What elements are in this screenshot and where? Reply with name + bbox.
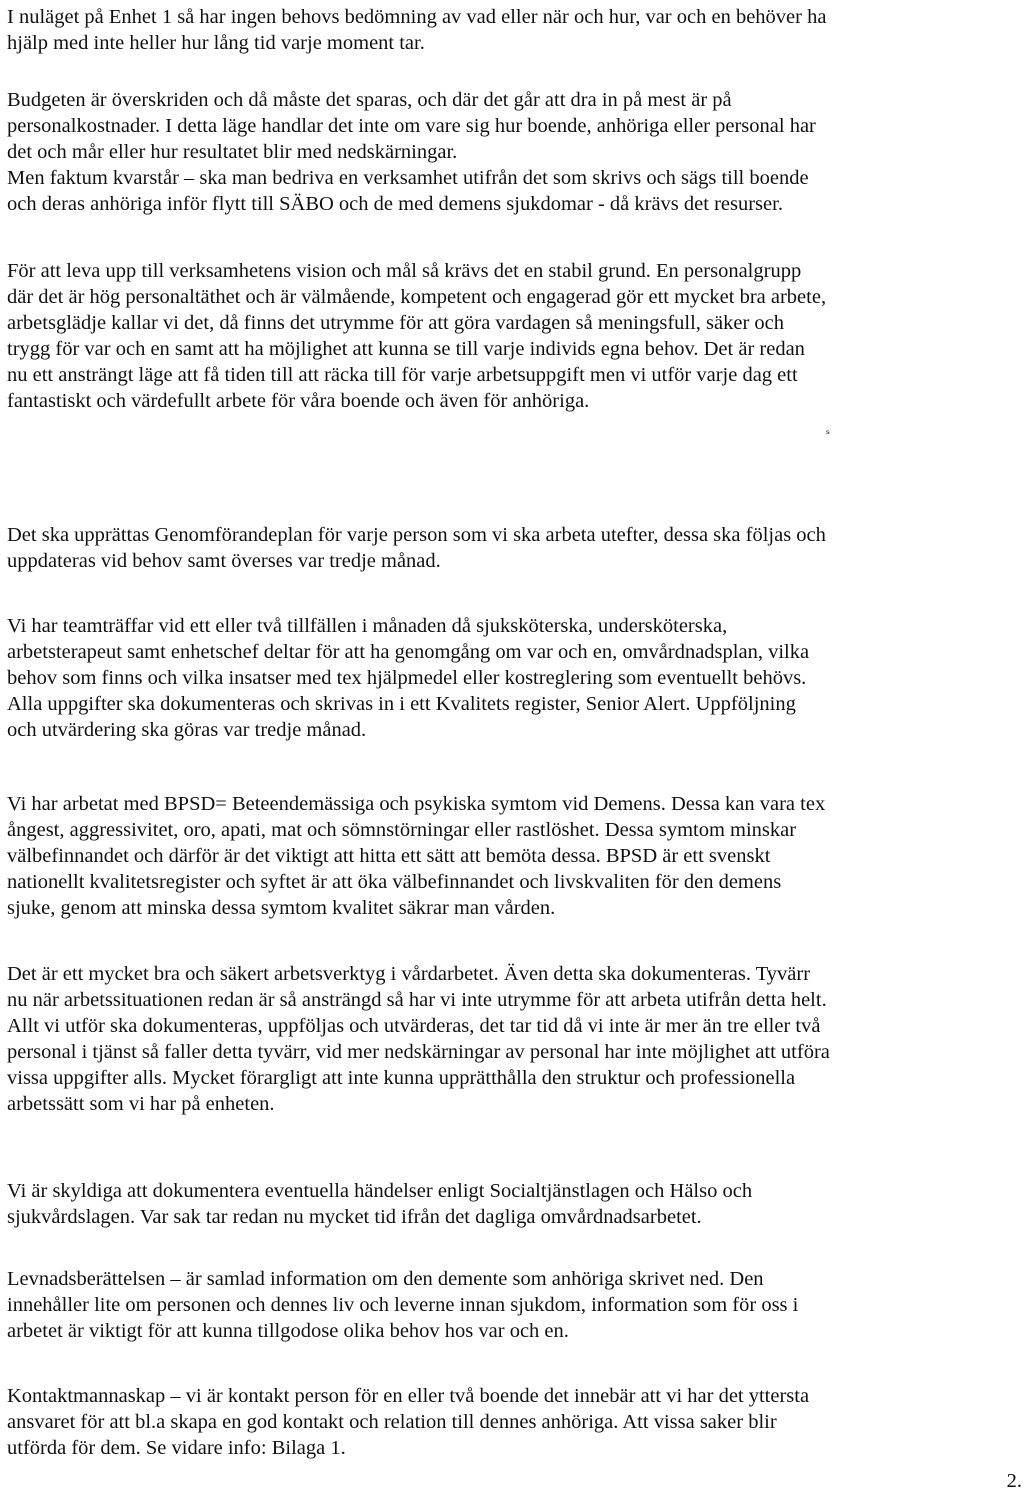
- text-line: vissa uppgifter alls. Mycket förargligt att inte kunna upprätthålla den struktur och professionella: [7, 1067, 796, 1089]
- text-line: arbetssätt som vi har på enheten.: [7, 1093, 275, 1115]
- text-line: Levnadsberättelsen – är samlad information om den demente som anhöriga skrivet ned. Den: [7, 1268, 764, 1290]
- text-line: I nuläget på Enhet 1 så har ingen behovs bedömning av vad eller när och hur, var och en behöver ha: [7, 6, 827, 28]
- text-line: arbetsglädje kallar vi det, då finns det utrymme för att göra vardagen så meningsfull, säker och: [7, 312, 785, 334]
- text-line: sjukvårdslagen. Var sak tar redan nu mycket tid ifrån det dagliga omvårdnadsarbetet.: [7, 1206, 702, 1228]
- text-line: ansvaret för att bl.a skapa en god kontakt och relation till dennes anhöriga. Att vissa saker blir: [7, 1411, 777, 1433]
- text-line: fantastiskt och värdefullt arbete för våra boende och även för anhöriga.: [7, 390, 590, 412]
- text-line: hjälp med inte heller hur lång tid varje moment tar.: [7, 32, 425, 54]
- text-line: Det är ett mycket bra och säkert arbetsverktyg i vårdarbetet. Även detta ska dokumenteras. Tyvärr: [7, 963, 811, 985]
- paragraph-bpsd: [7, 791, 1019, 921]
- page-number: 2.: [1006, 1470, 1022, 1492]
- paragraph-legal-duty: [7, 1178, 1019, 1230]
- text-line: nu när arbetssituationen redan är så ansträngd så har vi inte utrymme för att arbeta utifrån detta helt.: [7, 989, 827, 1011]
- text-line: Men faktum kvarstår – ska man bedriva en verksamhet utifrån det som skrivs och sägs till boende: [7, 167, 809, 189]
- text-line: det och mår eller hur resultatet blir med nedskärningar.: [7, 141, 458, 163]
- text-line: Vi har teamträffar vid ett eller två tillfällen i månaden då sjuksköterska, undersköterska,: [7, 615, 728, 637]
- text-line: trygg för var och en samt att ha möjlighet att kunna se till varje individs egna behov. Det är redan: [7, 338, 805, 360]
- paragraph-life-story: [7, 1266, 1019, 1344]
- text-line: Vi är skyldiga att dokumentera eventuella händelser enligt Socialtjänstlagen och Hälso och: [7, 1180, 753, 1202]
- text-line: Det ska upprättas Genomförandeplan för varje person som vi ska arbeta utefter, dessa ska följas och: [7, 524, 826, 546]
- text-line: ångest, aggressivitet, oro, apati, mat och sömnstörningar eller rastlöshet. Dessa symtom minskar: [7, 819, 797, 841]
- text-line: nationellt kvalitetsregister och syftet är att öka välbefinnandet och livskvaliten för den demens: [7, 871, 782, 893]
- paragraph-team-meetings: [7, 613, 1019, 743]
- paragraph-implementation-plan: [7, 522, 1019, 574]
- text-line: sjuke, genom att minska dessa symtom kvalitet säkrar man vården.: [7, 897, 556, 919]
- text-line: Budgeten är överskriden och då måste det sparas, och där det går att dra in på mest är på: [7, 89, 732, 111]
- paragraph-assessment: [7, 4, 1019, 56]
- text-line: För att leva upp till verksamhetens vision och mål så krävs det en stabil grund. En personalgrupp: [7, 260, 802, 282]
- text-line: nu ett ansträngt läge att få tiden till att räcka till för varje arbetsuppgift men vi utför varje dag ett: [7, 364, 798, 386]
- text-line: arbetet är viktigt för att kunna tillgodose olika behov hos var och en.: [7, 1320, 569, 1342]
- text-line: innehåller lite om personen och dennes liv och leverne innan sjukdom, information som för oss i: [7, 1294, 799, 1316]
- text-line: Allt vi utför ska dokumenteras, uppföljas och utvärderas, det tar tid då vi inte är mer än tre eller två: [7, 1015, 821, 1037]
- text-line: personal i tjänst så faller detta tyvärr, vid mer nedskärningar av personal har inte möjlighet att utföra: [7, 1041, 830, 1063]
- text-line: behov som finns och vilka insatser med tex hjälpmedel eller kostreglering som eventuellt behövs.: [7, 667, 807, 689]
- paragraph-contact-person: [7, 1383, 1019, 1461]
- text-line: uppdateras vid behov samt överses var tredje månad.: [7, 550, 441, 572]
- text-line: välbefinnandet och därför är det viktigt att hitta ett sätt att bemöta dessa. BPSD är ett svenskt: [7, 845, 771, 867]
- text-line: arbetsterapeut samt enhetschef deltar för att ha genomgång om var och en, omvårdnadsplan, vilka: [7, 641, 810, 663]
- text-line: Kontaktmannaskap – vi är kontakt person för en eller två boende det innebär att vi har det yttersta: [7, 1385, 810, 1407]
- text-line: och deras anhöriga inför flytt till SÄBO och de med demens sjukdomar - då krävs det resurser.: [7, 193, 783, 215]
- text-line: personalkostnader. I detta läge handlar det inte om vare sig hur boende, anhöriga eller personal har: [7, 115, 816, 137]
- text-line: där det är hög personaltäthet och är välmående, kompetent och engagerad gör ett mycket bra arbete,: [7, 286, 827, 308]
- text-line: och utvärdering ska göras var tredje månad.: [7, 719, 367, 741]
- paragraph-budget: [7, 87, 1019, 217]
- text-line: utförda för dem. Se vidare info: Bilaga 1.: [7, 1437, 346, 1459]
- paragraph-vision: [7, 258, 1019, 414]
- text-line: Vi har arbetat med BPSD= Beteendemässiga och psykiska symtom vid Demens. Dessa kan vara tex: [7, 793, 826, 815]
- stray-mark: ₛ: [826, 423, 831, 437]
- text-line: Alla uppgifter ska dokumenteras och skrivas in i ett Kvalitets register, Senior Alert. Uppföljning: [7, 693, 796, 715]
- paragraph-work-tool: [7, 961, 1019, 1117]
